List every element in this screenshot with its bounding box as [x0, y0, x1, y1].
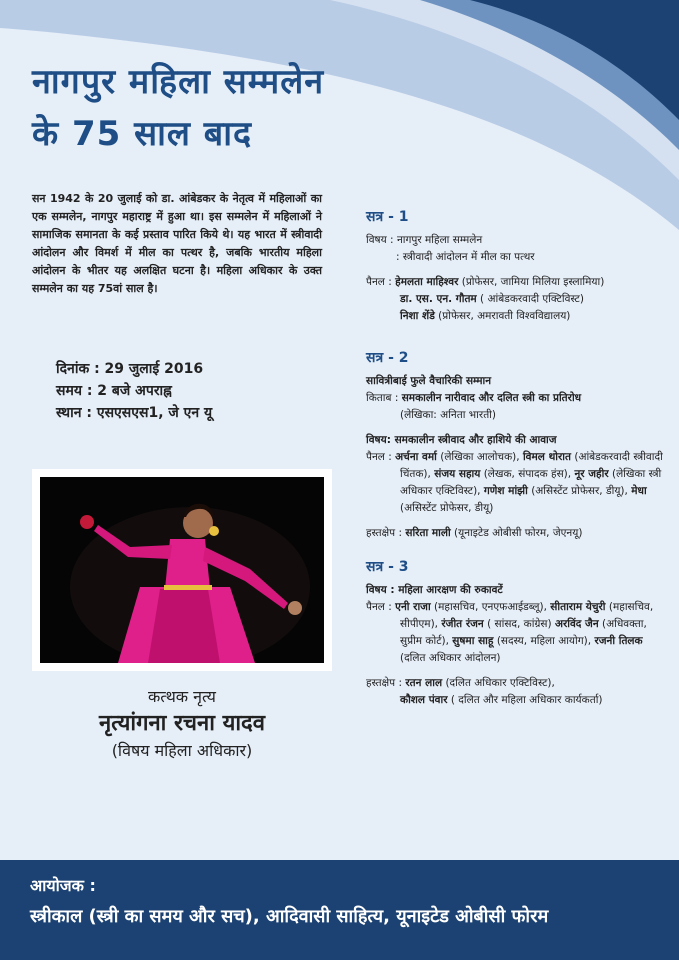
s3-intervention-1-role: (दलित अधिकार एक्टिविस्ट), — [445, 677, 555, 689]
s3-panelist-1-role: (महासचिव, एनएफआईडब्लू), — [434, 601, 547, 613]
s1-subject-label: विषय : — [366, 234, 394, 246]
performance-type: कत्थक नृत्य — [148, 687, 216, 706]
event-date: दिनांक : 29 जुलाई 2016 — [56, 361, 204, 377]
session-2 — [366, 347, 666, 542]
s2-award: सावित्रीबाई फुले वैचारिकी सम्मान — [366, 375, 492, 387]
s3-panelist-6: रजनी तिलक — [594, 635, 643, 647]
s2-panelist-2: विमल थोरात — [522, 451, 571, 463]
s3-intervention-2-role: ( दलित और महिला अधिकार कार्यकर्ता) — [450, 694, 603, 706]
s2-panelist-3: संजय सहाय — [434, 468, 481, 480]
s1-panelist-3: निशा शेंडे — [400, 310, 435, 322]
s3-panelist-5: सुषमा साहू — [452, 635, 494, 647]
s2-subject: विषय: समकालीन स्त्रीवाद और हाशिये की आवाज — [366, 434, 557, 446]
s2-book-title: समकालीन नारीवाद और दलित स्त्री का प्रतिरोध — [401, 392, 582, 404]
s2-panelist-2-role: (आंबेडकरवादी स्त्रीवादी चिंतक), — [400, 451, 663, 480]
page-title — [32, 56, 324, 160]
s3-panelist-3: रंजीत रंजन — [441, 618, 484, 630]
s3-panelist-6-role: (दलित अधिकार आंदोलन) — [400, 652, 501, 664]
event-info — [56, 358, 212, 424]
performer-name: नृत्यांगना रचना यादव — [99, 711, 265, 736]
s2-intervention-role: (यूनाइटेड ओबीसी फोरम, जेएनयू) — [454, 527, 583, 539]
dancer-photo — [40, 477, 324, 663]
session-1-heading: सत्र - 1 — [366, 209, 409, 225]
performance-caption — [32, 685, 332, 763]
s3-intervention-2-name: कौशल पंवार — [400, 694, 448, 706]
s2-intervention-label: हस्तक्षेप : — [366, 527, 403, 539]
s3-panelist-3-role: ( सांसद, कांग्रेस) — [487, 618, 552, 630]
s1-panelist-3-role: (प्रोफेसर, अमरावती विश्वविद्यालय) — [438, 310, 571, 322]
organizers-list: स्त्रीकाल (स्त्री का समय और सच), आदिवासी साहित्य, यूनाइटेड ओबीसी फोरम — [30, 906, 549, 927]
s3-intervention-label: हस्तक्षेप : — [366, 677, 403, 689]
s2-panelist-5-role: (असिस्टेंट प्रोफेसर, डीयू), — [531, 485, 628, 497]
s1-subject-1: नागपुर महिला सम्मलेन — [396, 234, 483, 246]
event-venue: स्थान : एसएसएस1, जे एन यू — [56, 405, 213, 421]
s2-book-author: (लेखिका: अनिता भारती) — [400, 409, 496, 421]
s2-panelist-3-role: (लेखक, संपादक हंस), — [483, 468, 572, 480]
s1-panelist-2: डा. एस. एन. गौतम — [400, 293, 477, 305]
session-3-heading: सत्र - 3 — [366, 559, 409, 575]
organizers-footer — [0, 860, 679, 960]
s2-panelist-6: मेधा — [631, 485, 647, 497]
organizers-label: आयोजक : — [30, 876, 96, 895]
intro-paragraph: सन 1942 के 20 जुलाई को डा. आंबेडकर के नेतृत्व में महिलाओं का एक सम्मलेन, नागपुर महाराष्ट्र में हुआ था। इस सम्मलेन में महिलाओं ने सामाजिक समानता के कई प्रस्ताव पारित किये थे। यह भारत में स्त्रीवादी आंदोलन और विमर्श में मील का पत्थर है, जबकि भारतीय महिला आंदोलन के भीतर यह अलक्षित घटना है। महिला अधिकार के उक्त सम्मलेन का यह 75वां साल है। — [32, 192, 322, 295]
s2-panel-label: पैनल : — [366, 451, 392, 463]
s2-intervention-name: सरिता माली — [405, 527, 451, 539]
s3-subject: विषय : महिला आरक्षण की रुकावटें — [366, 584, 503, 596]
s2-panelist-4-role: (लेखिका स्त्री अधिकार एक्टिविस्ट), — [400, 468, 662, 497]
program-schedule — [366, 206, 666, 709]
s3-panelist-5-role: (सदस्य, महिला आयोग), — [496, 635, 592, 647]
s2-panelist-4: नूर जहीर — [574, 468, 609, 480]
s1-panelist-1: हेमलता माहिश्वर — [395, 276, 459, 288]
title-line-2: के 75 साल बाद — [32, 114, 253, 154]
s2-book-label: किताब : — [366, 392, 399, 404]
s2-panelist-1: अर्चना वर्मा — [395, 451, 437, 463]
s2-panelist-1-role: (लेखिका आलोचक), — [440, 451, 520, 463]
performance-theme: (विषय महिला अधिकार) — [111, 741, 253, 760]
s3-intervention-1-name: रतन लाल — [405, 677, 443, 689]
s1-panel-label: पैनल : — [366, 276, 392, 288]
photo-frame — [32, 469, 332, 671]
s1-panelist-2-role: ( आंबेडकरवादी एक्टिविस्ट) — [480, 293, 584, 305]
s1-subject-2: : स्त्रीवादी आंदोलन में मील का पत्थर — [396, 251, 535, 263]
session-1 — [366, 206, 666, 325]
title-line-1: नागपुर महिला सम्मलेन — [32, 62, 325, 102]
session-3 — [366, 556, 666, 709]
s3-panel-label: पैनल : — [366, 601, 392, 613]
event-time: समय : 2 बजे अपराह्न — [56, 383, 172, 399]
s3-panelist-1: एनी राजा — [395, 601, 431, 613]
s1-panelist-1-role: (प्रोफेसर, जामिया मिलिया इस्लामिया) — [461, 276, 605, 288]
s3-panelist-4-role: (अधिवक्ता, सुप्रीम कोर्ट), — [400, 618, 647, 647]
session-2-heading: सत्र - 2 — [366, 350, 409, 366]
s3-panelist-2: सीताराम येचुरी — [550, 601, 606, 613]
s3-panelist-2-role: (महासचिव, सीपीएम), — [400, 601, 654, 630]
s2-panelist-5: गणेश मांझी — [483, 485, 528, 497]
s3-panelist-4: अरविंद जैन — [554, 618, 599, 630]
s2-panelist-6-role: (असिस्टेंट प्रोफेसर, डीयू) — [400, 502, 494, 514]
